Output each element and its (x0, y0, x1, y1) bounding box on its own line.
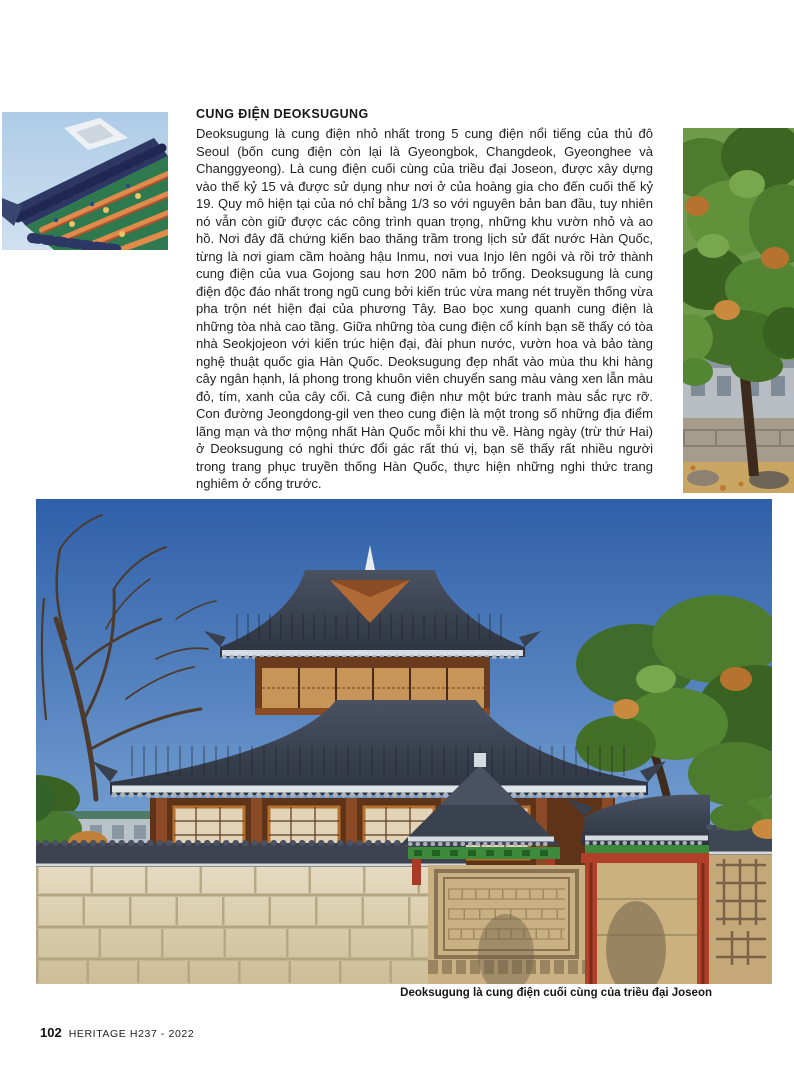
pine-strip-illustration (683, 128, 794, 493)
palace-illustration (36, 499, 772, 984)
photo-caption: Deoksugung là cung điện cuối cùng của triều đại Joseon (400, 987, 712, 999)
page-number: 102 (40, 1025, 62, 1040)
roof-detail-illustration (2, 112, 168, 250)
article-body: Deoksugung là cung điện nhỏ nhất trong 5 cung điện nổi tiếng của thủ đô Seoul (bốn cung điện còn lại là Gyeongbok, Changdeok, Gyeonghee và Changgyeong). Là cung điện cuối cùng của triều đại Joseon, được xây dựng vào thế kỷ 15 và được sử dụng như nơi ở của hoàng gia cho đến cuối thế kỷ 19. Quy mô hiện tại của nó chỉ bằng 1/3 so với nguyên bản ban đầu, tuy nhiên nó vẫn còn giữ được các công trình quan trọng, những khu vườn nhỏ và ao hồ. Nơi đây đã chứng kiến bao thăng trầm trong lịch sử đất nước Hàn Quốc, từng là nơi giam cầm hoàng hậu Inmu, nơi vua Injo lên ngôi và rồi trở thành cung điện của vua Gojong sau hơn 200 năm bỏ trống. Deoksugung là cung điện độc đáo nhất trong ngũ cung bởi kiến trúc vừa mang nét truyền thống vừa pha trộn nét hiện đại của phương Tây. Bao bọc xung quanh cung điện là những tòa nhà cao tầng. Giữa những tòa cung điện cổ kính bạn sẽ thấy có tòa nhà Seokjojeon với kiến trúc hiện đại, đài phun nước, vườn hoa và bảo tàng nghệ thuật quốc gia Hàn Quốc. Deoksugung đẹp nhất vào mùa thu khi hàng cây ngân hạnh, lá phong trong khuôn viên chuyển sang màu vàng xen lẫn màu đỏ, tím, xanh của cây cối. Cả cung điện như một bức tranh màu sắc rực rỡ. Con đường Jeongdong-gil ven theo cung điện là một trong số những địa điểm lãng mạn và thơ mộng nhất Hàn Quốc mỗi khi thu về. Hàng ngày (trừ thứ Hai) ở Deoksugung có nghi thức đổi gác rất thú vị, bạn sẽ thấy rất nhiều người trong trang phục truyền thống Hàn Quốc, thực hiện những nghi thức trang nghiêm ở cổng trước. (196, 126, 653, 491)
page-footer (40, 1025, 194, 1040)
right-lattice-wall (709, 803, 772, 984)
stone-wall (36, 843, 466, 984)
palace-photo (36, 499, 772, 984)
ornamental-brick-wall (428, 865, 585, 984)
article-heading: CUNG ĐIỆN DEOKSUGUNG (196, 107, 369, 121)
magazine-issue: HERITAGE H237 - 2022 (68, 1028, 195, 1040)
red-gate (567, 795, 714, 984)
pine-tree-photo (683, 128, 794, 493)
roof-detail-photo (2, 112, 168, 250)
